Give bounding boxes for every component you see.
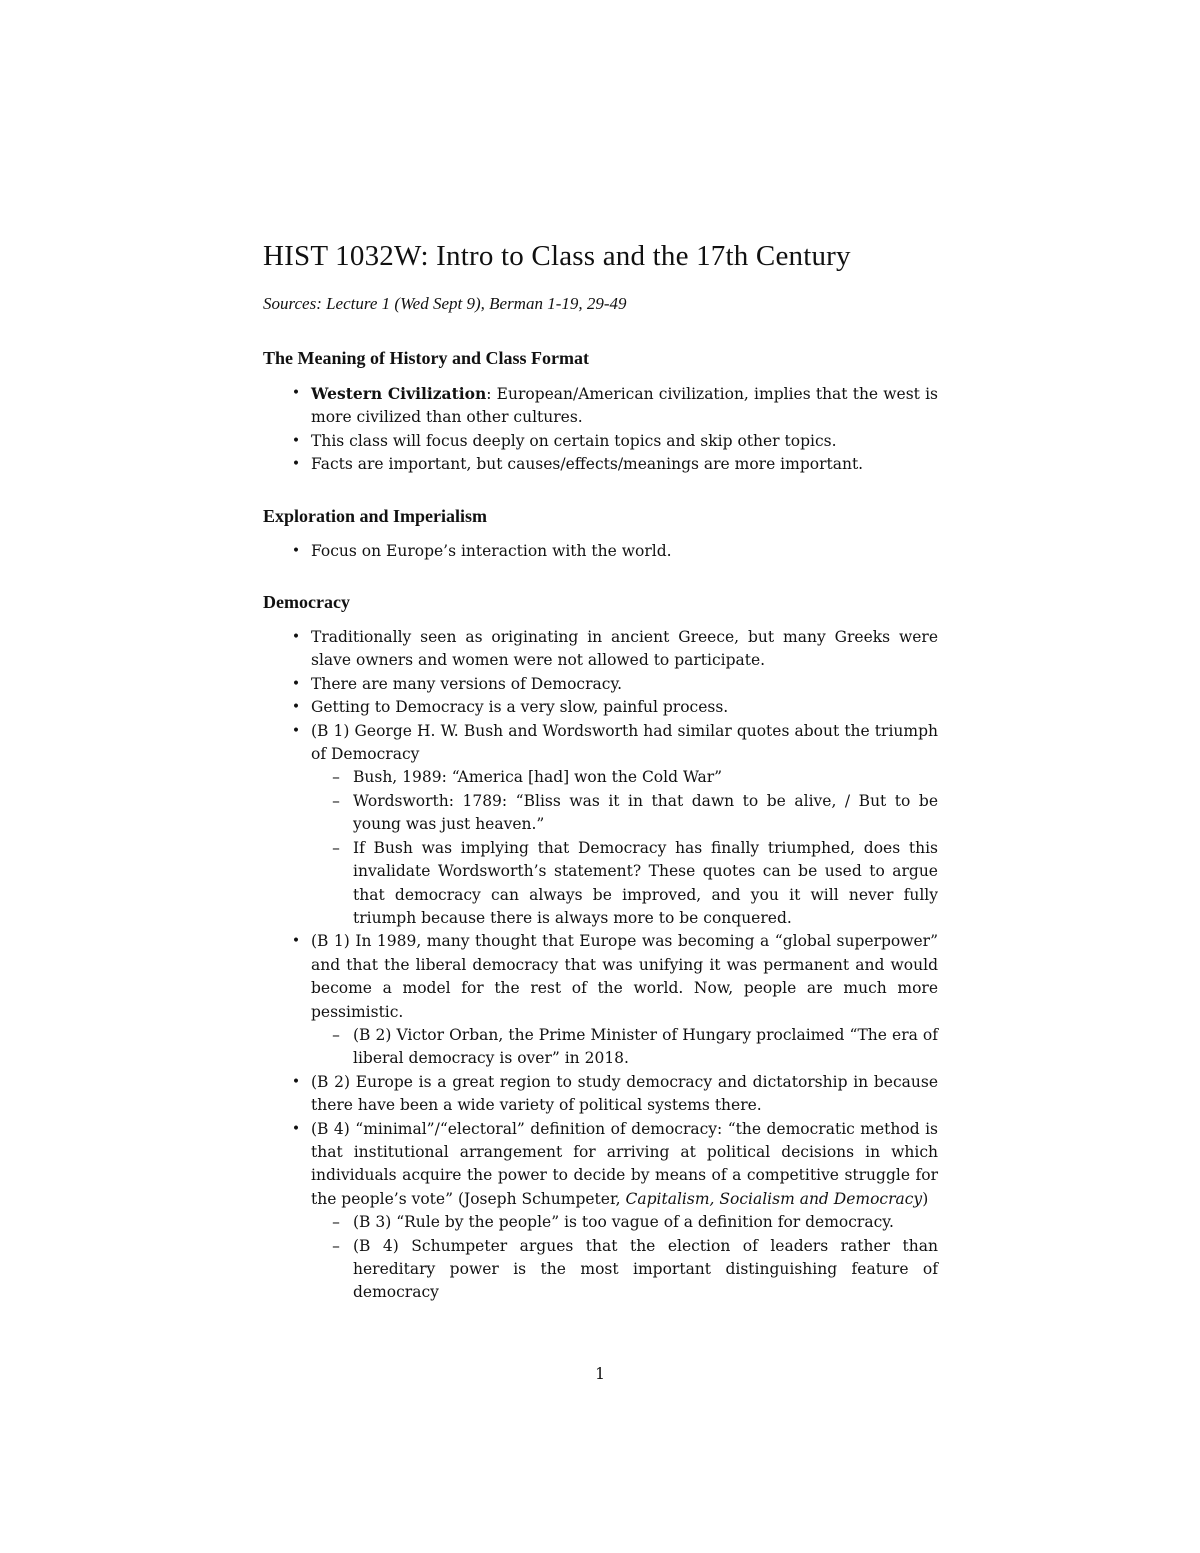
- list-item: [263, 382, 938, 430]
- list-item: [263, 1118, 938, 1305]
- sources-line: Sources: Lecture 1 (Wed Sept 9), Berman 1-19, 29-49: [263, 294, 627, 313]
- sub-list-item: [311, 1211, 938, 1234]
- bullet-icon: •: [291, 722, 301, 739]
- item-text: (B 1) George H. W. Bush and Wordsworth had similar quotes about the triumph of Democracy: [311, 721, 938, 764]
- sub-item-text: Bush, 1989: “America [had] won the Cold War”: [353, 768, 723, 787]
- bullet-icon: •: [291, 432, 301, 449]
- dash-icon: –: [332, 838, 340, 857]
- dash-icon: –: [332, 1025, 340, 1044]
- sub-item-text: (B 3) “Rule by the people” is too vague of a definition for democracy.: [353, 1213, 894, 1232]
- bullet-icon: •: [291, 675, 301, 692]
- sub-list: [311, 1211, 938, 1305]
- book-title: Capitalism, Socialism and Democracy: [625, 1189, 923, 1208]
- sub-list: [311, 1024, 938, 1071]
- bullet-list: [263, 626, 938, 1305]
- item-text: Focus on Europe’s interaction with the world.: [311, 541, 672, 560]
- section-heading: Exploration and Imperialism: [263, 505, 488, 526]
- section-exploration-imperialism: [263, 504, 938, 563]
- sub-list-item: [311, 837, 938, 931]
- sub-item-text: (B 2) Victor Orban, the Prime Minister of Hungary proclaimed “The era of liberal democracy is over” in 2018.: [353, 1025, 938, 1068]
- page-content: [263, 236, 938, 1305]
- item-text: : European/American civilization, implies that the west is more civilized than other cultures.: [311, 385, 939, 427]
- list-item: [263, 696, 938, 719]
- list-item: [263, 1071, 938, 1118]
- item-text: Traditionally seen as originating in ancient Greece, but many Greeks were slave owners and women were not allowed to participate.: [311, 628, 938, 670]
- term: Western Civilization: [311, 384, 487, 403]
- item-text: There are many versions of Democracy.: [311, 674, 623, 693]
- sub-item-text: Wordsworth: 1789: “Bliss was it in that dawn to be alive, / But to be young was just heaven.”: [353, 791, 938, 834]
- list-item: [263, 626, 938, 673]
- section-democracy: [263, 590, 938, 1305]
- item-text-after: ): [922, 1189, 929, 1208]
- bullet-icon: •: [291, 1073, 301, 1090]
- section-meaning-of-history: [263, 346, 938, 477]
- dash-icon: –: [332, 1236, 340, 1255]
- page-title: HIST 1032W: Intro to Class and the 17th Century: [263, 240, 851, 272]
- dash-icon: –: [332, 791, 340, 810]
- item-text: (B 1) In 1989, many thought that Europe was becoming a “global superpower” and that the liberal democracy that was unifying it was permanent and would become a model for the rest of the world. Now, people are much more pessimistic.: [311, 932, 938, 1021]
- item-text: (B 4) “minimal”/“electoral” definition of democracy: “the democratic method is that institutional arrangement for arriving at political decisions in which individuals acquire the power to decide by means of a competitive struggle for the people’s vote” (Joseph Schumpeter,: [311, 1119, 938, 1208]
- item-text: (B 2) Europe is a great region to study democracy and dictatorship in because there have been a wide variety of political systems there.: [311, 1072, 938, 1115]
- sub-list-item: [311, 790, 938, 837]
- list-item: [263, 930, 938, 1070]
- sub-item-text: (B 4) Schumpeter argues that the election of leaders rather than hereditary power is the most important distinguishing feature of democracy: [353, 1236, 938, 1302]
- item-text: Facts are important, but causes/effects/meanings are more important.: [311, 455, 864, 474]
- bullet-icon: •: [291, 933, 301, 950]
- list-item: [263, 453, 938, 476]
- list-item: [263, 720, 938, 931]
- list-item: [263, 540, 938, 563]
- bullet-icon: •: [291, 699, 301, 716]
- bullet-icon: •: [291, 629, 301, 646]
- bullet-icon: •: [291, 1120, 301, 1137]
- bullet-list: [263, 382, 938, 477]
- list-item: [263, 430, 938, 453]
- bullet-icon: •: [291, 456, 301, 473]
- bullet-icon: •: [291, 385, 301, 401]
- sub-item-text: If Bush was implying that Democracy has finally triumphed, does this invalidate Wordsworth’s statement? These quotes can be used to argue that democracy can always be improved, and you it will never fully triumph because there is always more to be conquered.: [353, 838, 938, 927]
- sub-list-item: [311, 1024, 938, 1071]
- bullet-icon: •: [291, 542, 301, 559]
- item-text: This class will focus deeply on certain topics and skip other topics.: [311, 431, 837, 450]
- section-heading: The Meaning of History and Class Format: [263, 348, 589, 368]
- page-number: 1: [595, 1365, 605, 1383]
- item-text: Getting to Democracy is a very slow, painful process.: [311, 698, 729, 717]
- dash-icon: –: [332, 1213, 340, 1232]
- sub-list-item: [311, 1235, 938, 1305]
- section-heading: Democracy: [263, 592, 350, 613]
- sub-list: [311, 766, 938, 930]
- dash-icon: –: [332, 768, 340, 787]
- bullet-list: [263, 540, 938, 563]
- sub-list-item: [311, 766, 938, 789]
- list-item: [263, 673, 938, 696]
